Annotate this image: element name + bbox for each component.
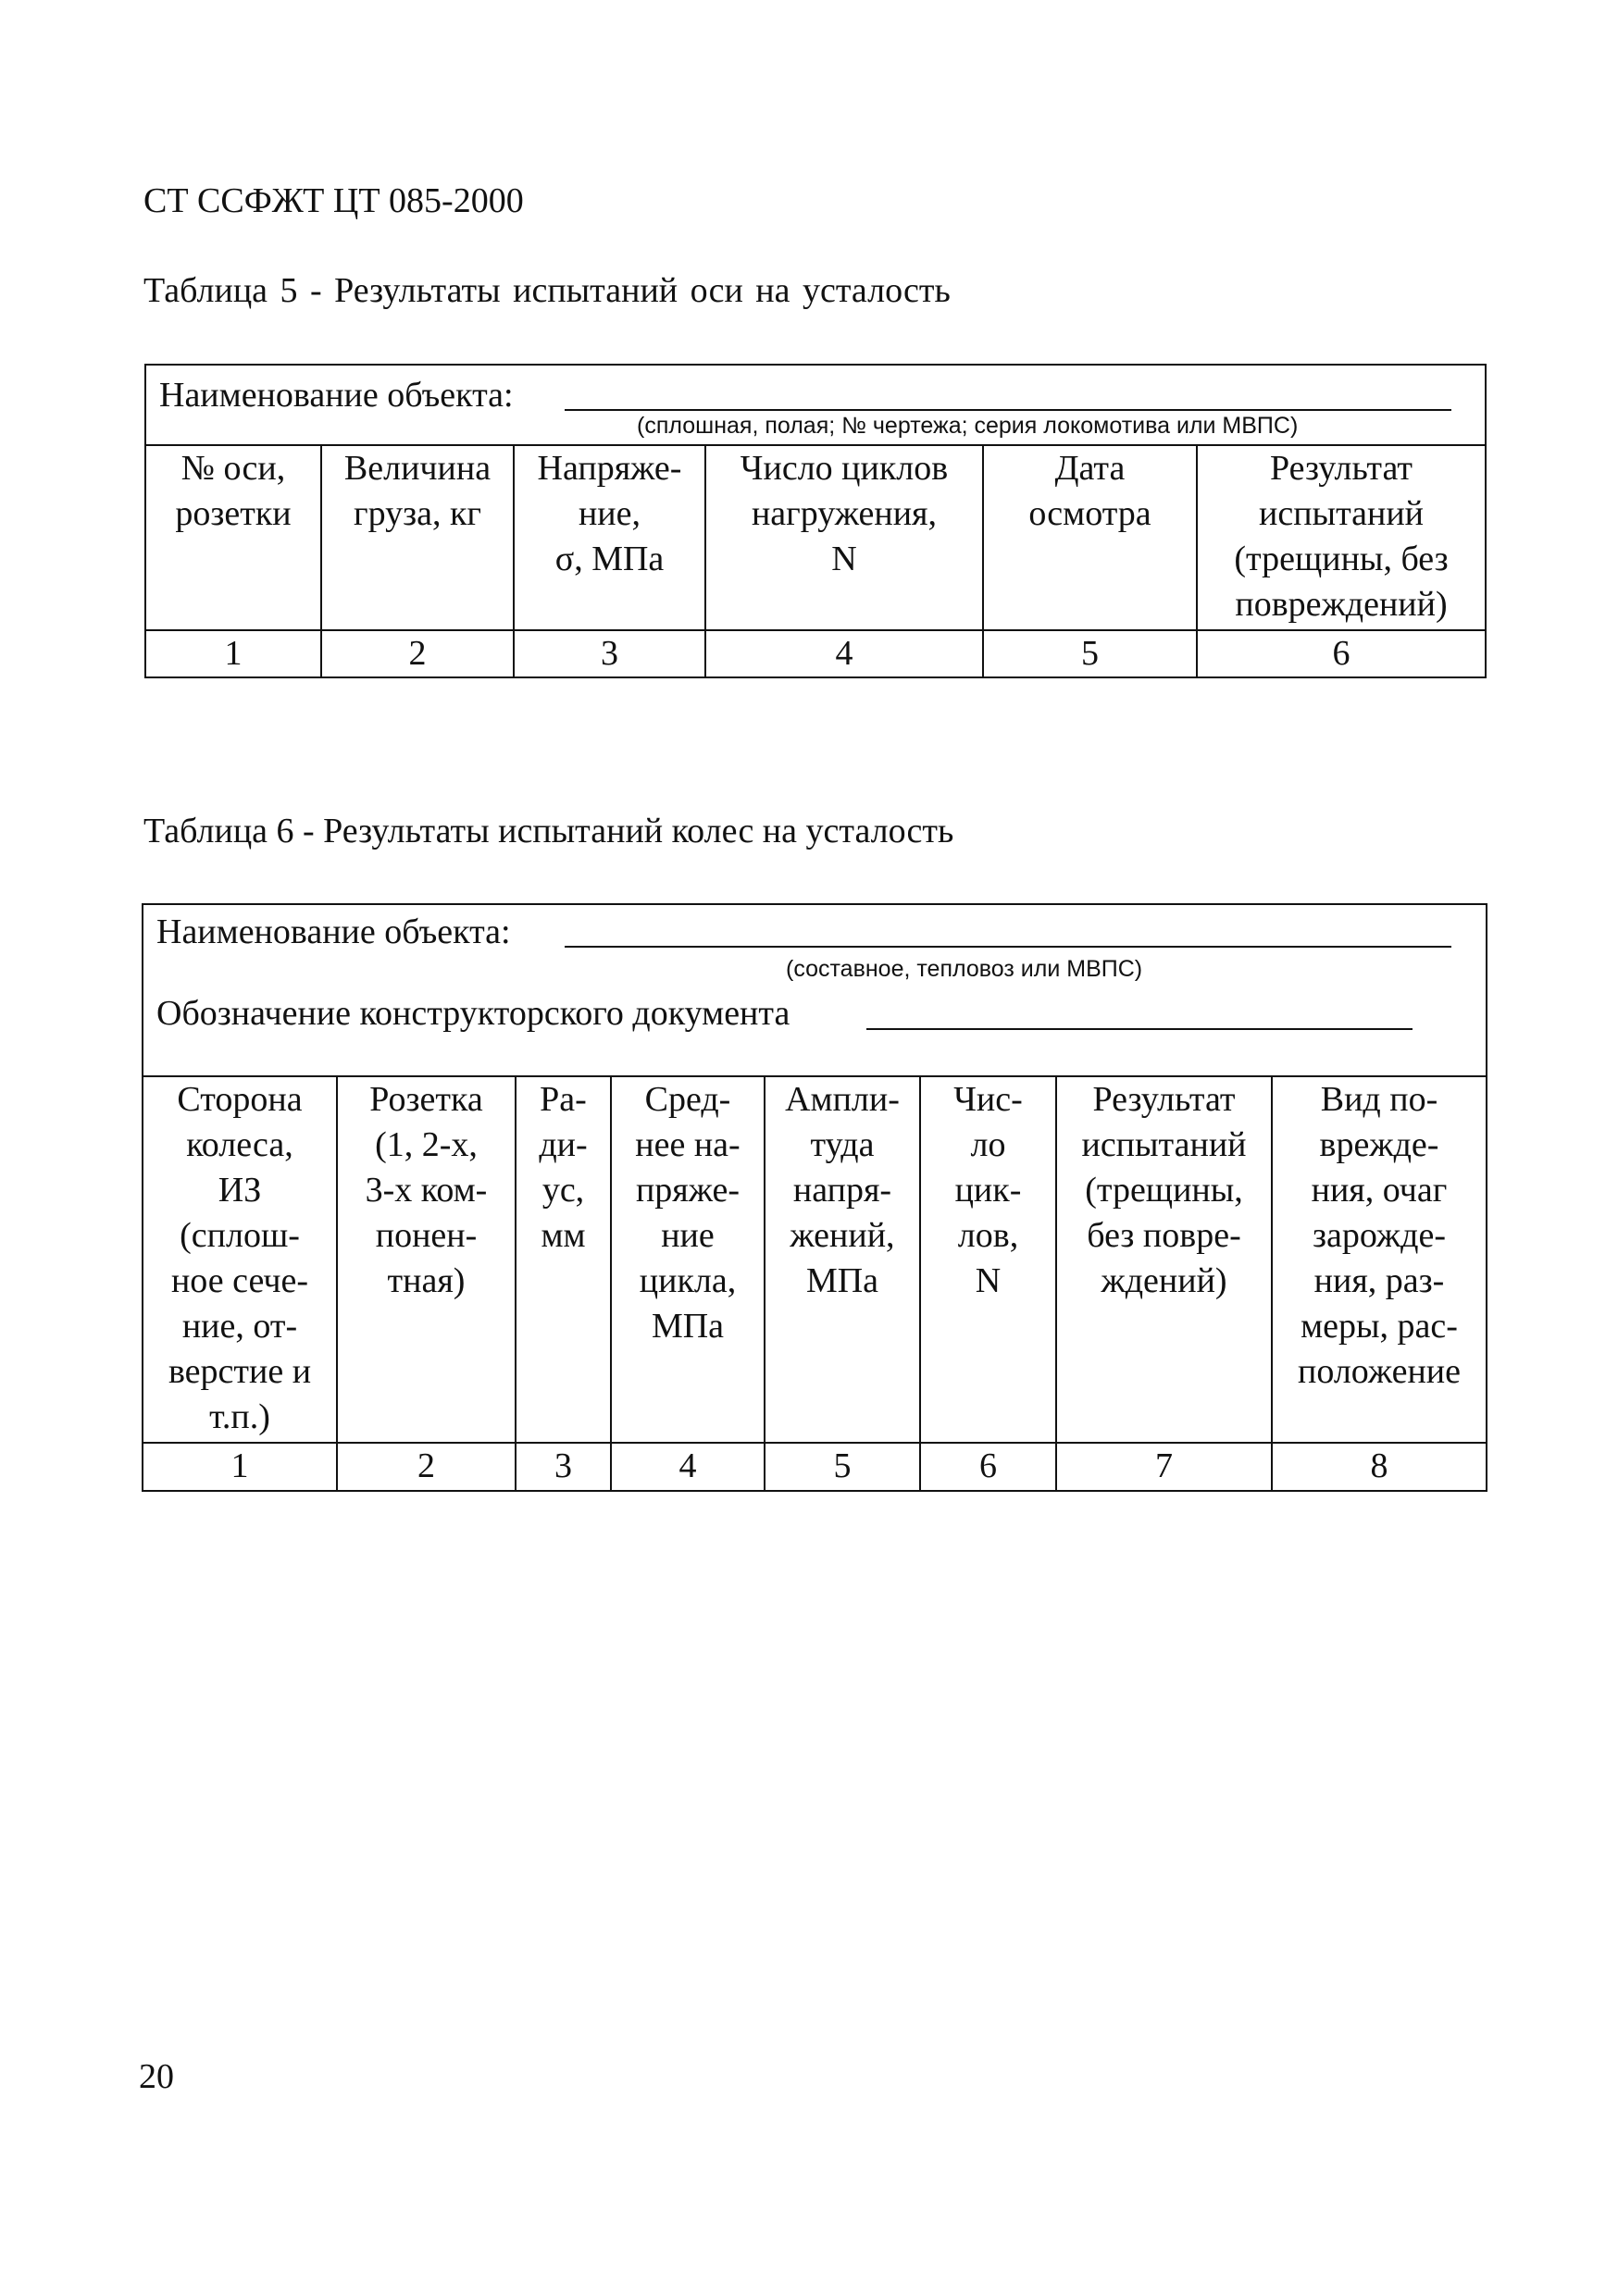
table5-col-number: 3 [514,630,705,677]
header-line: пряже- [635,1171,741,1210]
header-line: N [831,540,857,578]
table6-number-row [143,1443,1487,1491]
header-line: ние, от- [181,1307,298,1346]
table6-col-header [1272,1076,1487,1443]
header-line: мм [541,1216,586,1255]
header-line: колеса, [186,1125,293,1164]
page-number: 20 [139,2057,174,2096]
header-line: верстие и [168,1352,312,1391]
table6-object-cell [143,904,1487,1076]
table5-col-header [983,445,1197,630]
table5-col-number: 5 [983,630,1197,677]
table6-col-number: 5 [765,1443,920,1491]
header-line: зарожде- [1312,1216,1447,1255]
header-line: (сплош- [180,1216,300,1255]
header-line: Дата [1054,449,1126,488]
table6-col-header [611,1076,765,1443]
header-line: (1, 2-х, [375,1125,478,1164]
table6-col-header [1056,1076,1272,1443]
header-line: цикла, [639,1261,737,1300]
header-line: Ра- [540,1080,587,1119]
header-line: напря- [792,1171,892,1210]
header-line: жений, [790,1216,895,1255]
header-line: (трещины, [1085,1171,1243,1210]
header-line: туда [810,1125,875,1164]
header-line: испытаний [1259,494,1425,533]
header-line: Результат [1092,1080,1236,1119]
header-line: МПа [805,1261,879,1300]
header-line: σ, МПа [554,540,665,578]
header-line: 3-х ком- [365,1171,488,1210]
header-line: цик- [954,1171,1022,1210]
table6-col-header [143,1076,337,1443]
table6-object-hint: (составное, тепловоз или МВПС) [786,956,1143,982]
header-line: нее на- [635,1125,741,1164]
header-line: ИЗ [218,1171,262,1210]
header-line: Вид по- [1320,1080,1438,1119]
header-line: ние [661,1216,715,1255]
table6-col-number: 3 [516,1443,611,1491]
header-line: повреждений) [1235,585,1448,624]
table6-col-number: 8 [1272,1443,1487,1491]
header-line: груза, кг [353,494,481,533]
table6-col-header [337,1076,516,1443]
table6-title: Таблица 6 - Результаты испытаний колес на усталость [143,812,954,850]
table5 [144,364,1487,678]
table5-col-header [321,445,514,630]
table5-col-header [514,445,705,630]
table5-col-header [145,445,321,630]
table5-object-row [145,365,1486,445]
table5-number-row [145,630,1486,677]
table6-col-header [920,1076,1056,1443]
table6-col-header [765,1076,920,1443]
header-line: Число циклов [740,449,949,488]
header-line: понен- [375,1216,478,1255]
header-line: нагружения, [751,494,938,533]
table5-title: Таблица 5 - Результаты испытаний оси на усталость [143,271,951,310]
header-line: лов, [957,1216,1019,1255]
table6 [142,903,1487,1492]
header-line: испытаний [1081,1125,1247,1164]
header-line: ло [970,1125,1006,1164]
table5-object-label: Наименование объекта: [159,376,514,415]
header-line: Ампли- [785,1080,900,1119]
table6-doc-label: Обозначение конструкторского документа [156,994,790,1033]
table5-object-cell [145,365,1486,445]
header-line: (трещины, без [1234,540,1449,578]
table6-doc-field [866,1028,1413,1030]
table6-col-number: 7 [1056,1443,1272,1491]
header-line: т.п.) [209,1397,270,1436]
table6-col-number: 1 [143,1443,337,1491]
header-line: ное сече- [170,1261,309,1300]
table6-object-field [565,946,1451,948]
table5-object-field [565,409,1451,411]
header-line: положение [1297,1352,1461,1391]
table5-col-header [705,445,983,630]
header-line: тная) [387,1261,466,1300]
header-line: врежде- [1319,1125,1439,1164]
header-line: ние, [578,494,641,533]
header-line: ус, [541,1171,585,1210]
header-line: Результат [1270,449,1413,488]
header-line: розетки [175,494,292,533]
header-line: Розетка [369,1080,483,1119]
table5-col-number: 6 [1197,630,1486,677]
header-line: ния, очаг [1311,1171,1448,1210]
table6-col-number: 6 [920,1443,1056,1491]
table6-object-label: Наименование объекта: [156,912,511,951]
table6-col-number: 2 [337,1443,516,1491]
table5-col-number: 1 [145,630,321,677]
header-line: МПа [651,1307,725,1346]
header-line: Сторона [177,1080,303,1119]
header-line: Напряже- [537,449,682,488]
table6-col-header [516,1076,611,1443]
header-line: № оси, [180,449,286,488]
header-line: Сред- [644,1080,731,1119]
table6-object-row [143,904,1487,1076]
table5-object-hint: (сплошная, полая; № чертежа; серия локомотива или МВПС) [637,413,1299,439]
table6-header-row [143,1076,1487,1443]
header-line: ждений) [1101,1261,1227,1300]
table5-col-header [1197,445,1486,630]
header-line: Величина [343,449,492,488]
header-line: N [975,1261,1002,1300]
table5-col-number: 4 [705,630,983,677]
table6-col-number: 4 [611,1443,765,1491]
header-line: меры, рас- [1301,1307,1458,1346]
header-line: ния, раз- [1313,1261,1445,1300]
table5-header-row [145,445,1486,630]
table5-col-number: 2 [321,630,514,677]
header-line: ди- [539,1125,588,1164]
header-line: осмотра [1028,494,1151,533]
header-line: без повре- [1087,1216,1241,1255]
header-line: Чис- [953,1080,1023,1119]
document-code: СТ ССФЖТ ЦТ 085-2000 [143,181,524,220]
